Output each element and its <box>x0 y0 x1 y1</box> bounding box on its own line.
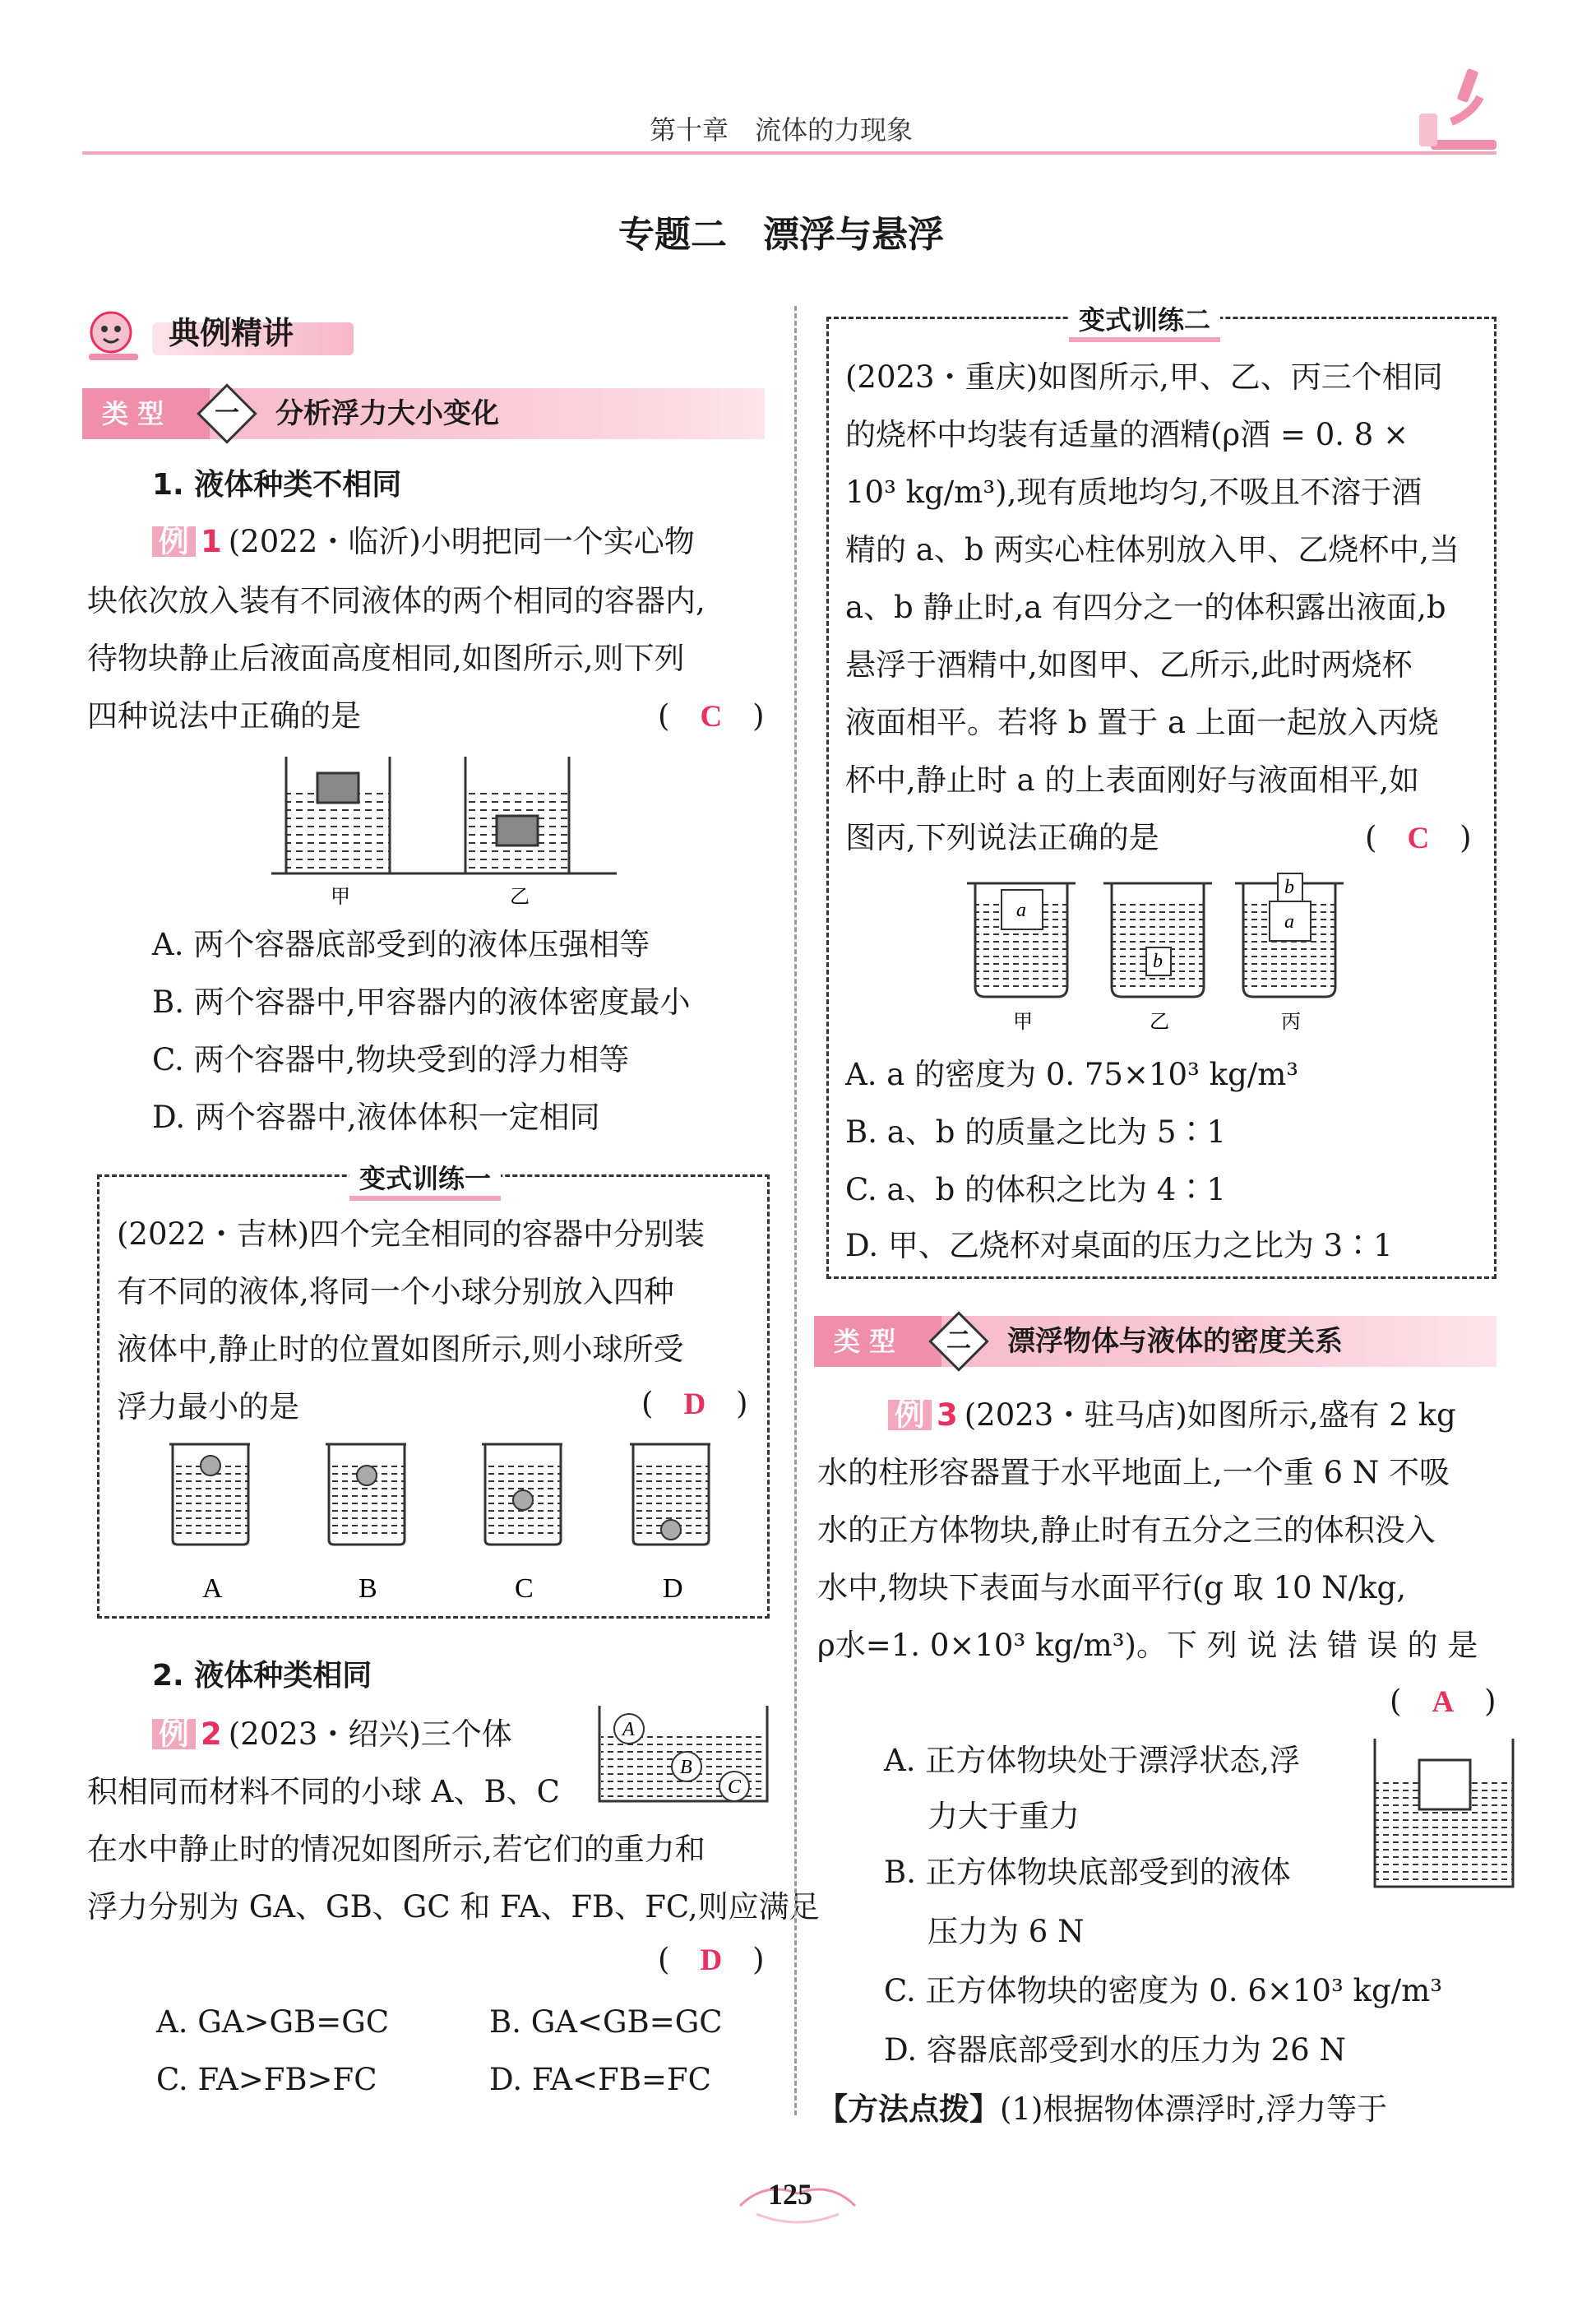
method-text: (1)根据物体漂浮时,浮力等于 <box>1000 2091 1388 2127</box>
ex1-badge: 例 <box>152 526 196 557</box>
ex1-option-3: D. 两个容器中,液体体积一定相同 <box>152 1100 600 1135</box>
train2-line-3: 精的 a、b 两实心柱体别放入甲、乙烧杯中,当 <box>845 532 1460 567</box>
train1-line-2: 液体中,静止时的位置如图所示,则小球所受 <box>117 1332 684 1367</box>
train1-answer: ( D ) <box>641 1386 748 1421</box>
train2-block-a-1: a <box>1284 911 1294 933</box>
ex1-option-2: C. 两个容器中,物块受到的浮力相等 <box>152 1042 630 1077</box>
ex2-option-1: B. GA<GB=GC <box>489 2004 723 2040</box>
ex3-option-0: A. 正方体物块处于漂浮状态,浮 <box>884 1743 1301 1778</box>
ex3-line-0: 例 3 (2023・驻马店)如图所示,盛有 2 kg <box>888 1400 1456 1430</box>
train2-fig-label-2: 丙 <box>1281 1010 1301 1033</box>
ex2-answer: ( D ) <box>658 1942 765 1977</box>
ex2-option-2: C. FA>FB>FC <box>156 2062 377 2097</box>
ex3-line-4: ρ水=1. 0×10³ kg/m³)。下 列 说 法 错 误 的 是 <box>817 1628 1478 1663</box>
subheading-2: 2. 液体种类相同 <box>152 1659 372 1693</box>
ex3-figure <box>1372 1735 1520 1892</box>
train2-fig-label-0: 甲 <box>1013 1010 1033 1033</box>
train1-fig-label-3: D <box>663 1573 683 1604</box>
column-divider <box>794 306 797 2115</box>
ex1-line-2: 待物块静止后液面高度相同,如图所示,则下列 <box>87 641 685 676</box>
type2-bar <box>814 1316 1497 1367</box>
ex3-line-2: 水的正方体物块,静止时有五分之三的体积没入 <box>817 1512 1436 1548</box>
ex3-answer: ( A ) <box>1390 1684 1497 1719</box>
ex1-figure <box>271 757 625 913</box>
train1-tag: 变式训练一 <box>349 1158 501 1201</box>
train2-line-2: 10³ kg/m³),现有质地均匀,不吸且不溶于酒 <box>845 475 1423 510</box>
ex2-ball-label-1: B <box>680 1757 692 1778</box>
ex3-line-1: 水的柱形容器置于水平地面上,一个重 6 N 不吸 <box>817 1455 1450 1490</box>
ex3-option-1b: 压力为 6 N <box>928 1914 1085 1949</box>
ex1-fig-label-1: 乙 <box>510 885 530 908</box>
ex2-line-0: 例 2 (2023・绍兴)三个体 <box>152 1719 512 1749</box>
type2-title: 漂浮物体与液体的密度关系 <box>1007 1325 1343 1358</box>
section-heading: 典例精讲 <box>169 315 294 351</box>
train1-fig-label-0: A <box>202 1573 223 1604</box>
type1-label: 类 型 <box>82 388 210 439</box>
ex1-line-1: 块依次放入装有不同液体的两个相同的容器内, <box>87 583 705 618</box>
ex1-line-3: 四种说法中正确的是 <box>87 698 361 734</box>
page-number: 125 <box>768 2178 812 2211</box>
ex2-figure <box>596 1704 773 1811</box>
train2-answer: ( C ) <box>1365 820 1472 855</box>
ex2-badge: 例 <box>152 1719 196 1749</box>
ex2-line-2: 在水中静止时的情况如图所示,若它们的重力和 <box>87 1832 705 1867</box>
train2-line-8: 图丙,下列说法正确的是 <box>845 820 1159 855</box>
ex2-ball-label-2: C <box>728 1776 742 1798</box>
train1-figure <box>164 1441 724 1614</box>
type2-num-badge: 二 <box>928 1311 989 1372</box>
method-label: 【方法点拨】 <box>817 2091 1000 2127</box>
train2-fig-label-1: 乙 <box>1150 1010 1169 1033</box>
train1-line-1: 有不同的液体,将同一个小球分别放入四种 <box>117 1274 674 1309</box>
ex1-option-1: B. 两个容器中,甲容器内的液体密度最小 <box>152 984 691 1020</box>
ex1-fig-label-0: 甲 <box>331 885 350 908</box>
ex2-ball-label-0: A <box>622 1719 635 1740</box>
train2-line-4: a、b 静止时,a 有四分之一的体积露出液面,b <box>845 590 1446 625</box>
ex3-badge: 例 <box>888 1400 932 1430</box>
ex2-option-3: D. FA<FB=FC <box>489 2062 711 2097</box>
ex3-option-1: B. 正方体物块底部受到的液体 <box>884 1855 1291 1890</box>
ex1-option-0: A. 两个容器底部受到的液体压强相等 <box>152 927 650 962</box>
train1-fig-label-2: C <box>515 1573 534 1604</box>
ex3-option-3: D. 容器底部受到水的压力为 26 N <box>884 2032 1346 2068</box>
train2-option-2: C. a、b 的体积之比为 4∶1 <box>845 1172 1226 1207</box>
ex1-line-0: 例 1 (2022・临沂)小明把同一个实心物 <box>152 526 695 557</box>
ex3-option-0b: 力大于重力 <box>928 1799 1080 1834</box>
header-rule <box>82 151 1497 155</box>
train2-block-b-0: b <box>1153 951 1163 972</box>
train2-option-3: D. 甲、乙烧杯对桌面的压力之比为 3∶1 <box>845 1228 1393 1263</box>
train2-option-0: A. a 的密度为 0. 75×10³ kg/m³ <box>845 1057 1299 1092</box>
train2-line-1: 的烧杯中均装有适量的酒精(ρ酒 = 0. 8 × <box>845 417 1409 452</box>
type1-bar <box>82 388 765 439</box>
train2-line-6: 液面相平。若将 b 置于 a 上面一起放入丙烧 <box>845 705 1439 740</box>
ex2-option-0: A. GA>GB=GC <box>156 2004 390 2040</box>
train2-line-7: 杯中,静止时 a 的上表面刚好与液面相平,如 <box>845 762 1420 798</box>
ex3-num: 3 <box>937 1397 958 1433</box>
type1-title: 分析浮力大小变化 <box>275 397 499 430</box>
train1-fig-label-1: B <box>359 1573 377 1604</box>
train1-line-0: (2022・吉林)四个完全相同的容器中分别装 <box>117 1216 705 1252</box>
ex3-option-2: C. 正方体物块的密度为 0. 6×10³ kg/m³ <box>884 1973 1443 2008</box>
microscope-icon <box>1414 64 1505 155</box>
type1-num-badge: 一 <box>197 383 257 444</box>
ex2-line-3: 浮力分别为 GA、GB、GC 和 FA、FB、FC,则应满足 <box>87 1889 820 1925</box>
method-line <box>817 2091 1388 2127</box>
train1-line-3: 浮力最小的是 <box>117 1389 299 1424</box>
train2-figure <box>962 872 1349 1036</box>
ex2-num: 2 <box>201 1716 222 1752</box>
train2-option-1: B. a、b 的质量之比为 5∶1 <box>845 1114 1227 1150</box>
chapter-header: 第十章 流体的力现象 <box>650 114 914 146</box>
ex1-answer: ( C ) <box>658 698 765 734</box>
train2-tag: 变式训练二 <box>1069 299 1220 342</box>
train2-block-b-1: b <box>1284 877 1294 898</box>
train2-block-a-0: a <box>1016 900 1026 921</box>
page-title: 专题二 漂浮与悬浮 <box>618 214 944 256</box>
train2-line-5: 悬浮于酒精中,如图甲、乙所示,此时两烧杯 <box>845 647 1413 683</box>
train2-line-0: (2023・重庆)如图所示,甲、乙、丙三个相同 <box>845 359 1443 395</box>
subheading-1: 1. 液体种类不相同 <box>152 468 402 502</box>
mascot-icon <box>82 306 148 364</box>
type2-label: 类 型 <box>814 1316 941 1367</box>
ex1-num: 1 <box>201 524 222 559</box>
ex2-line-1: 积相同而材料不同的小球 A、B、C <box>87 1774 560 1809</box>
ex3-line-3: 水中,物块下表面与水面平行(g 取 10 N/kg, <box>817 1570 1406 1605</box>
